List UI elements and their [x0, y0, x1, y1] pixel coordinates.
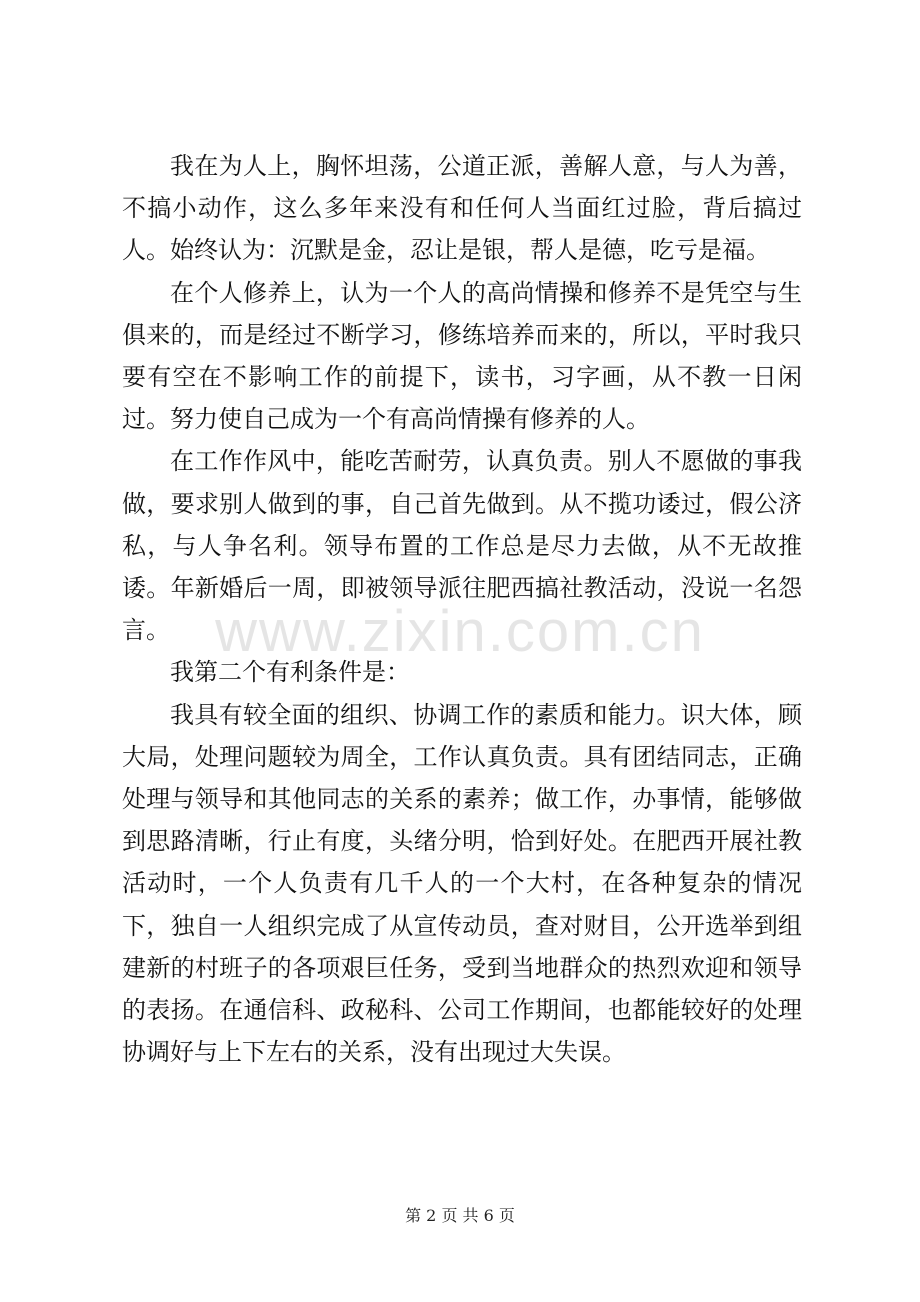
- paragraph: 在工作作风中，能吃苦耐劳，认真负责。别人不愿做的事我做，要求别人做到的事，自己首先做到。从不揽功诿过，假公济私，与人争名利。领导布置的工作总是尽力去做，从不无故推诿。年新婚后一周，即被领导派往肥西搞社教活动，没说一名怨言。: [122, 447, 802, 645]
- page-footer: 第 2 页 共 6 页: [405, 1206, 515, 1225]
- document-body: [122, 145, 802, 1073]
- paragraph: 在个人修养上，认为一个人的高尚情操和修养不是凭空与生俱来的，而是经过不断学习，修练培养而来的，所以，平时我只要有空在不影响工作的前提下，读书，习字画，从不教一日闲过。努力使自己成为一个有高尚情操有修养的人。: [122, 278, 802, 434]
- paragraph: 我在为人上，胸怀坦荡，公道正派，善解人意，与人为善，不搞小动作，这么多年来没有和任何人当面红过脸，背后搞过人。始终认为：沉默是金，忍让是银，帮人是德，吃亏是福。: [122, 152, 802, 265]
- paragraph: 我第二个有利条件是：: [170, 658, 410, 687]
- paragraph: 我具有较全面的组织、协调工作的素质和能力。识大体，顾大局，处理问题较为周全，工作认真负责。具有团结同志，正确处理与领导和其他同志的关系的素养；做工作，办事情，能够做到思路清晰，行止有度，头绪分明，恰到好处。在肥西开展社教活动时，一个人负责有几千人的一个大村，在各种复杂的情况下，独自一人组织完成了从宣传动员，查对财目，公开选举到组建新的村班子的各项艰巨任务，受到当地群众的热烈欢迎和领导的表扬。在通信科、政秘科、公司工作期间，也都能较好的处理协调好与上下左右的关系，没有出现过大失误。: [122, 700, 802, 1067]
- watermark: www.zixin.com.cn: [215, 599, 705, 664]
